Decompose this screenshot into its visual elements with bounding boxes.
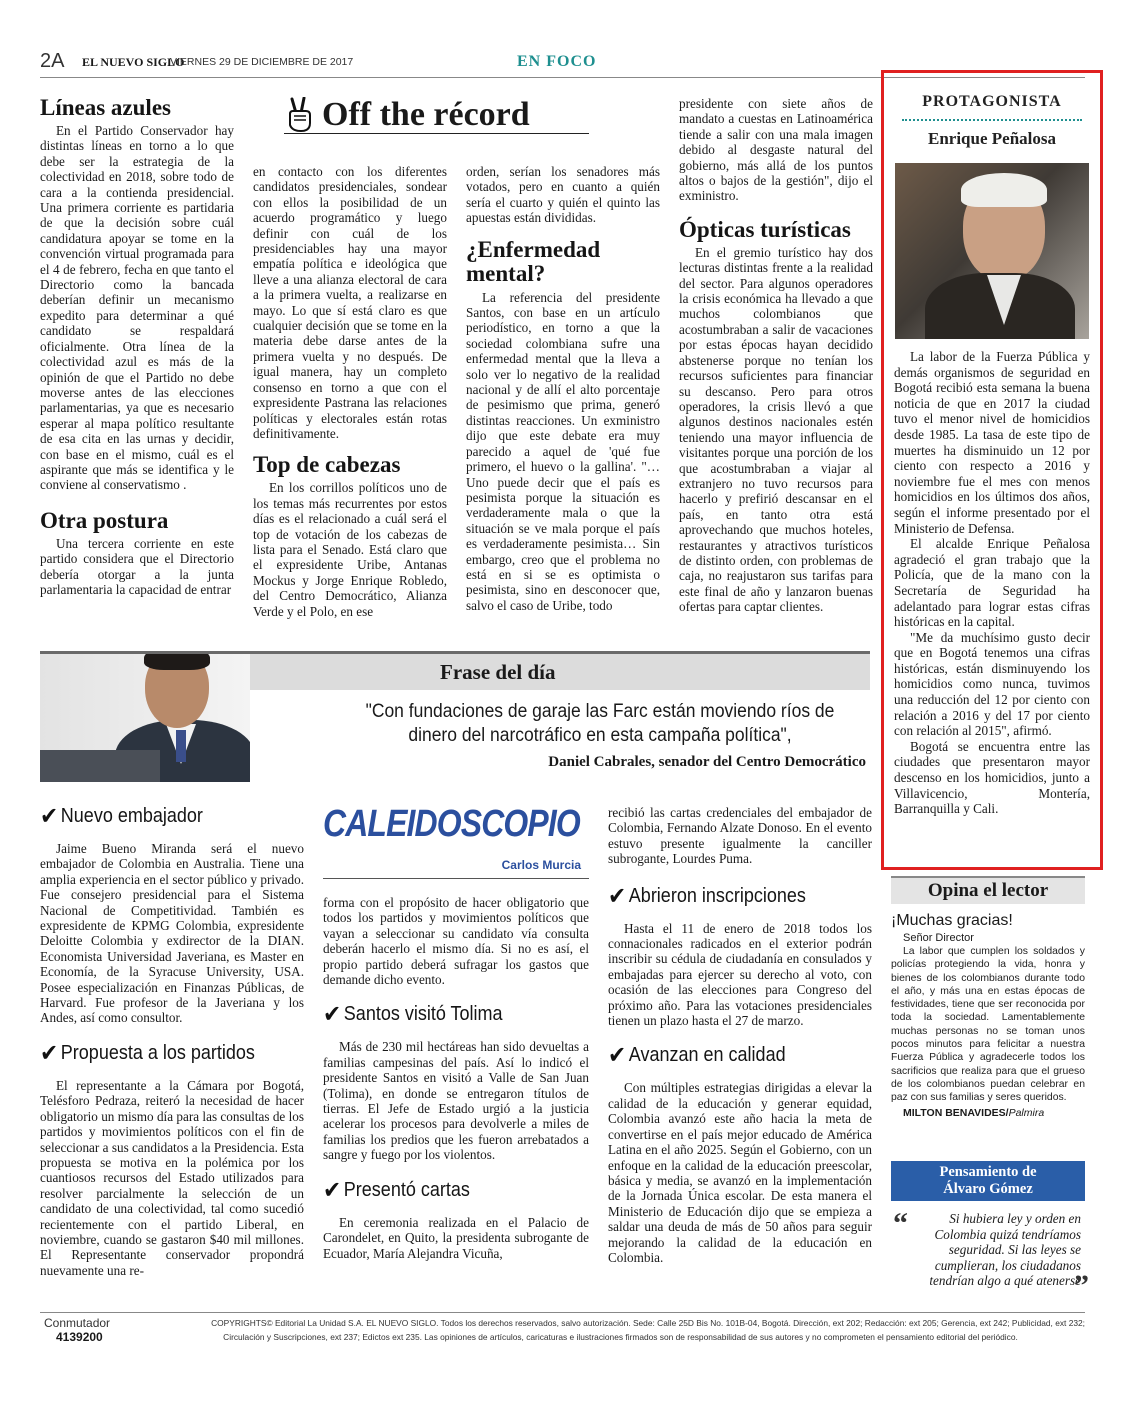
article-heading: Otra postura bbox=[40, 507, 169, 533]
news-text: El representante a la Cámara por Bogotá, Telésforo Pedraza, reiteró la necesidad de hacer obligatorio un mismo día para las consultas de los partidos y movimientos políticos con el fin de seleccionar a sus candidatos a la Presidencia. Esta propuesta se motiva en la polémica por los cuantiosos recursos del Estado utilizados para resolver parcialmente la selección de un candidato de una colectividad, tal como sucedió recientemente con el partido Liberal, en noviembre, cuando se gastaron $40 mil millones. El Representante conservador propondrá nuevamente una re- bbox=[40, 1077, 304, 1278]
news-text: recibió las cartas credenciales del embajador de Colombia, Fernando Alzate Donoso. En el evento estuvo presente igualmente la canciller subrogante, Lourdes Puma. bbox=[608, 805, 872, 867]
box-label: PROTAGONISTA bbox=[922, 93, 1062, 110]
letter-subtitle: ¡Muchas gracias! bbox=[891, 912, 1013, 929]
pensamiento-box bbox=[891, 1161, 1089, 1302]
article-heading: Ópticas turísticas bbox=[679, 216, 851, 242]
box-title: Pensamiento de Álvaro Gómez bbox=[891, 1161, 1085, 1201]
news-heading: ✔ Abrieron inscripciones bbox=[608, 881, 806, 910]
letter-signature: MILTON BENAVIDES/Palmira bbox=[903, 1106, 1045, 1119]
news-text: Jaime Bueno Miranda será el nuevo embajador de Colombia en Australia. Tiene una amplia experiencia en el sector público y privado. Fue consejero presidencial para el Sistema Nacional de Competitividad. También es expresidente de KPMG Colombia, expresidente Deloitte Colombia y exdirector de la DIAN. Economista Universidad Javeriana, es Master en Economía, de la Syracuse University, USA. Posee especialización en Finanzas Públicas, de Harvard. Fue profesor de la Javeriana y los Andes, así como consultor. bbox=[40, 841, 304, 1026]
article-text: En los corrillos políticos uno de los temas más recurrentes por estos días es el relacionado a cuál será el top de votación de los cabezas de lista para el Senado. Está claro que el expresidente Uribe, Antanas Mockus y Jorge Enrique Robledo, del Centro Democrático, Alianza Verde y el Polo, en ese bbox=[253, 480, 447, 619]
pensamiento-quote-area bbox=[891, 1207, 1089, 1302]
checkmark-icon: ✔ bbox=[608, 1041, 627, 1070]
open-quote-icon: “ bbox=[893, 1207, 908, 1240]
portrait-photo bbox=[895, 163, 1089, 339]
article-text: En el gremio turístico hay dos lecturas distintas frente a la realidad del sector. Para algunos operadores la crisis económica ha llevado a que muchos colombianos que acostumbraban a salir de vacaciones por estas épocas hayan decidido abstenerse porque no tenían los recursos suficientes para financiar su descanso. Pero para otros operadores, la crisis llevó a que algunos destinos nacionales estén teniendo una mayor influencia de visitantes porque una porción de los que acostumbraban a viajar al extranjero no tuvo recursos para hacerlo y prefirió descansar en el país, en tanto otra está aprovechando que muchos hoteles, restaurantes y atractivos turísticos de distinto orden, con problemas de caja, no reajustaron sus tarifas para este final de año y lanzaron buenas ofertas para captar clientes. bbox=[679, 244, 873, 615]
box-title: Opina el lector bbox=[891, 876, 1085, 904]
news-heading: ✔ Santos visitó Tolima bbox=[323, 1000, 503, 1029]
page-number: 2A bbox=[40, 50, 65, 72]
checkmark-icon: ✔ bbox=[40, 802, 59, 830]
opina-el-lector-box bbox=[891, 876, 1085, 1119]
protagonist-text: La labor de la Fuerza Pública y demás organismos de seguridad en Bogotá recibió esta semana la buena noticia de que en 2017 la ciudad tuvo el menor nivel de homicidios desde 1985. La tasa de este tipo de muertes ha disminuido un 12 por ciento con respecto a 2016 y noviembre fue el mes con menos homicidios en los últimos dos años, según el informe presentado por el Ministerio de Defensa. bbox=[894, 349, 1090, 536]
frase-del-dia-box bbox=[40, 651, 870, 781]
left-bottom-column bbox=[40, 802, 304, 1278]
news-heading: ✔ Nuevo embajador bbox=[40, 802, 203, 830]
column-author: Carlos Murcia bbox=[501, 858, 581, 872]
article-text: En el Partido Conservador hay distintas líneas en torno a lo que debe ser la estrategia de la colectividad en 2018, sobre todo de cara a la contienda presidencial. Una primera corriente es partidaria de que la decisión sobre cuál candidatura apoyar se tome en la convención virtual programada para el 4 de febrero, fecha en que tanto el Directorio como la bancada deberían definir un mecanismo expedito para determinar a qué candidato se respaldará oficialmente. Otra línea de la colectividad azul es más de la opinión de que el Partido no debe moverse antes de las elecciones parlamentarias, ya que es necesario esperar al mapa político resultante de esa cita en las urnas y decidir, con base en el mismo, cuál es el aspirante que más se identifica y le conviene al conservatismo . bbox=[40, 123, 234, 493]
news-text: Hasta el 11 de enero de 2018 todos los connacionales radicados en el exterior podrán inscribir su cédula de ciudadanía en consulados y embajadas para ejercer su derecho al voto, con ocasión de las elecciones para Congreso del próximo año. Para las votaciones presidenciales tienen un plazo hasta el 27 de marzo. bbox=[608, 920, 872, 1029]
dotted-divider bbox=[902, 119, 1082, 121]
protagonist-name: Enrique Peñalosa bbox=[928, 129, 1056, 148]
article-heading: Líneas azules bbox=[40, 95, 171, 120]
conmutador-label: Conmutador bbox=[44, 1316, 111, 1330]
letter-salute: Señor Director bbox=[903, 932, 974, 944]
conmutador-number: 4139200 bbox=[56, 1330, 103, 1344]
frase-quote: "Con fundaciones de garaje las Farc están moviendo ríos de dinero del narcotráfico en esta campaña política", bbox=[365, 701, 835, 746]
letter-text: La labor que cumplen los soldados y policías protegiendo la vida, honra y bienes de los colombianos durante todo el año, y más una en estas épocas de festividades, tiene que ser reconocida por toda la sociedad. Lamentablemente muchas personas no se toman unos pocos minutos para felicitar a nuestra Fuerza Pública y agradecerle todos los sacrificios que realiza para que el grueso de los colombianos puedan celebrar en paz con sus familias y seres queridos. bbox=[891, 946, 1085, 1104]
article-text: en contacto con los diferentes candidatos presidenciales, sondear con ellos la posibilidad de un acuerdo programático y luego definir con cuál de los presidenciables hay una mayor empatía política e ideológica que lleve a una alianza electoral de cara a la primera vuelta, a realizarse en mayo. Lo que sí está claro es que cualquier decisión que se tome en la materia debe darse antes de la primera vuelta y no después. De igual manera, hay un completo consenso en torno a que con el expresidente Pastrana las relaciones políticas y electorales están rotas definitivamente. bbox=[253, 164, 447, 441]
lineas-azules-article bbox=[40, 96, 234, 597]
article-text: orden, serían los senadores más votados, pero en cuanto a quién sería el cuarto y quién el quinto las apuestas están divididas. bbox=[466, 164, 660, 226]
news-heading: ✔ Presentó cartas bbox=[323, 1175, 470, 1204]
protagonist-text: El alcalde Enrique Peñalosa agradeció el gran trabajo que la Policía, que de la mano con la Secretaría de Seguridad ha adelantado para lograr estas cifras históricas en la capital. bbox=[894, 536, 1090, 630]
section-title: Off the récord bbox=[322, 95, 530, 133]
off-the-record-title bbox=[284, 96, 589, 134]
article-text: presidente con siete años de mandato a cuestas en Latinoamérica tiende a salir con una mala imagen debido al desgaste natural del gobierno, más allá de los puntos altos o bajos de la gestión", dijo el exministro. bbox=[679, 96, 873, 204]
column-logo: CALEIDOSCOPIO bbox=[323, 803, 580, 845]
pensamiento-quote: Si hubiera ley y orden en Colombia quizá tendríamos seguridad. Si las leyes se cumplieran, los ciudadanos tendrían algo a qué atenerse bbox=[929, 1211, 1081, 1288]
logo-underline bbox=[323, 878, 589, 879]
caleidoscopio-column bbox=[323, 802, 589, 1261]
article-text: Una tercera corriente en este partido considera que el Directorio debería otorgar a la junta parlamentaria la capacidad de entrar bbox=[40, 535, 234, 597]
news-text: En ceremonia realizada en el Palacio de Carondelet, en Quito, la presidenta subrogante de Ecuador, María Alejandra Vicuña, bbox=[323, 1214, 589, 1261]
protagonist-text: Bogotá se encuentra entre las ciudades que presentaron mayor descenso en los homicidios, junto a Villavicencio, Montería, Barranquilla y Cali. bbox=[894, 738, 1090, 817]
otr-column-3 bbox=[466, 164, 660, 613]
page-footer bbox=[40, 1312, 1085, 1344]
checkmark-icon: ✔ bbox=[608, 881, 627, 910]
protagonista-box bbox=[881, 70, 1103, 870]
article-heading: Top de cabezas bbox=[253, 452, 401, 478]
checkmark-icon: ✔ bbox=[323, 1000, 342, 1029]
article-heading: ¿Enfermedad mental? bbox=[466, 236, 601, 286]
news-text: Con múltiples estrategias dirigidas a elevar la calidad de la educación y generar equidad, Colombia avanzó este año hacia la meta de convertirse en el país mejor educado de América Latina en el año 2025. Según el Gobierno, con un enfoque en la calidad de la educación preescolar, básica y media, se avanzó en la implementación de la Jornada Única escolar. De esta manera el Ministerio de Educación dijo que se empieza a saldar una deuda de más de 50 años para seguir mejorando la calidad de la educación en Colombia. bbox=[608, 1080, 872, 1265]
news-text: forma con el propósito de hacer obligatorio que todos los partidos y movimientos políticos que vayan a seleccionar su candidato vía consulta deberán hacerlo el mismo día. Si no es así, el propio partido deberá sufragar los gastos que demande dicho evento. bbox=[323, 895, 589, 988]
news-heading: ✔ Propuesta a los partidos bbox=[40, 1038, 255, 1067]
frase-title: Frase del día bbox=[440, 660, 556, 684]
frase-author: Daniel Cabrales, senador del Centro Democrático bbox=[548, 754, 866, 770]
news-text: Más de 230 mil hectáreas han sido devueltas a familias campesinas del país. Así lo indicó el presidente Santos en visitó a Valle de San Juan (Tolima), en donde se entregaron títulos de tierras. El Jefe de Estado urgió a la justicia acelerar los procesos para devolverle a miles de familias los predios que les fueron arrebatados a sangre y fuego por los violentos. bbox=[323, 1039, 589, 1163]
checkmark-icon: ✔ bbox=[40, 1038, 59, 1067]
victory-hand-icon bbox=[284, 97, 314, 133]
protagonist-text: "Me da muchísimo gusto decir que en Bogotá tenemos una cifras históricas, están disminuyendo los homicidios como nunca, tuvimos una reducción del 12 por ciento con relación a 2016 y del 17 por ciento con relación al 2015", afirmó. bbox=[894, 629, 1090, 739]
right-bottom-column bbox=[608, 805, 872, 1265]
otr-column-4 bbox=[679, 96, 873, 615]
paper-name: EL NUEVO SIGLO bbox=[82, 55, 185, 69]
issue-date: VIERNES 29 DE DICIEMBRE DE 2017 bbox=[170, 56, 354, 68]
speaker-photo bbox=[40, 654, 250, 782]
disclaimer-line: Circulación y Suscripciones, ext 237; Edictos ext 235. Las opiniones de artículos, caricaturas e ilustraciones firmados son de responsabilidad de sus autores y no comprometen el pensamiento editorial del periódico. bbox=[223, 1332, 1018, 1342]
news-heading: ✔ Avanzan en calidad bbox=[608, 1041, 786, 1070]
section-name: EN FOCO bbox=[517, 53, 597, 70]
otr-column-2 bbox=[253, 164, 447, 619]
close-quote-icon: ” bbox=[1074, 1268, 1089, 1302]
article-text: La referencia del presidente Santos, con base en un artículo periodístico, en torno a que la sociedad colombiana sufre una enfermedad mental que la lleva a solo ver lo negativo de la realidad nacional y de allí el alto porcentaje de pesimismo que prima, generó distintas reacciones. Un exministro dijo que este debate era muy parecido a aquel de 'qué fue primero, el huevo o la gallina'. "… Uno puede decir que el país es pesimista porque la situación es verdaderamente mala o que la situación se ve mala porque el país es verdaderamente pesimista… Sin embargo, creo que el problema no está en si se es optimista o pesimista, sino en desconocer que, salvo el caso de Uribe, todo bbox=[466, 289, 660, 613]
copyright-line: COPYRIGHTS© Editorial La Unidad S.A. EL NUEVO SIGLO. Todos los derechos reservados, salvo autorización. Sede: Calle 25D Bis No. 101B-04, Bogotá. Dirección, ext 202; Redacción: ext 205; Gerencia, ext 242; Publicidad, ext 232; bbox=[211, 1318, 1085, 1328]
checkmark-icon: ✔ bbox=[323, 1175, 342, 1204]
